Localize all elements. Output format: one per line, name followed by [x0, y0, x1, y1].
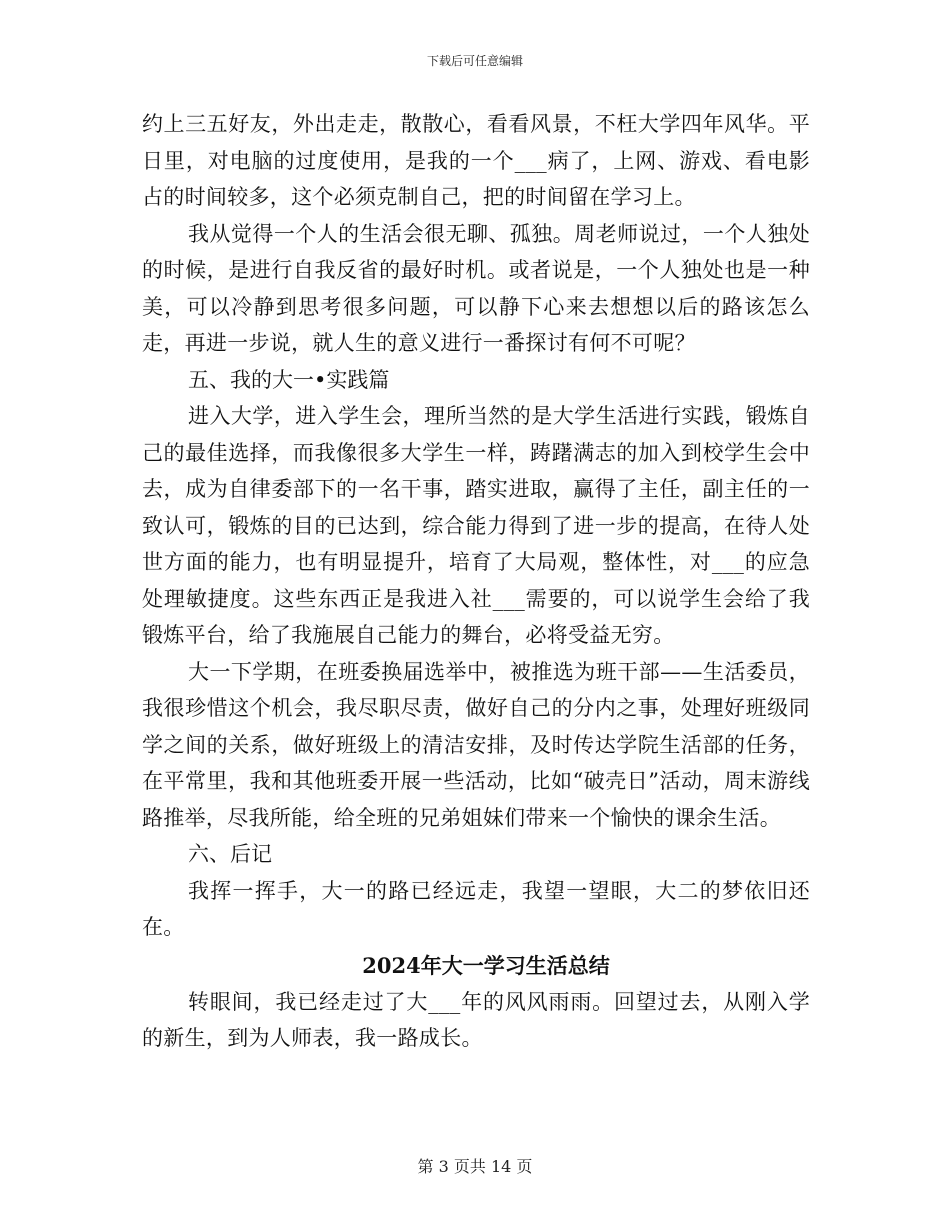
paragraph-2: 我从觉得一个人的生活会很无聊、孤独。周老师说过，一个人独处的时候，是进行自我反省的最好时机。或者说是，一个人独处也是一种美，可以冷静到思考很多问题，可以静下心来去想想以后的路该怎么走，再进一步说，就人生的意义进行一番探讨有何不可呢？ [142, 221, 810, 355]
paragraph-5: 我挥一挥手，大一的路已经远走，我望一望眼，大二的梦依旧还在。 [142, 878, 810, 939]
section-heading-practice: 五、我的大一•实践篇 [188, 367, 390, 392]
paragraph-3: 进入大学，进入学生会，理所当然的是大学生活进行实践，锻炼自己的最佳选择，而我像很多大学生一样，踌躇满志的加入到校学生会中去，成为自律委部下的一名干事，踏实进取，赢得了主任，副主任的一致认可，锻炼的目的已达到，综合能力得到了进一步的提高，在待人处世方面的能力，也有明显提升，培育了大局观，整体性，对___的应急处理敏捷度。这些东西正是我进入社___需要的，可以说学生会给了我锻炼平台，给了我施展自己能力的舞台，必将受益无穷。 [142, 404, 810, 647]
header-note: 下载后可任意编辑 [426, 54, 523, 68]
paragraph-4: 大一下学期，在班委换届选举中，被推选为班干部——生活委员，我很珍惜这个机会，我尽职尽责，做好自己的分内之事，处理好班级同学之间的关系，做好班级上的清洁安排，及时传达学院生活部的任务，在平常里，我和其他班委开展一些活动，比如“破壳日”活动，周末游线路推举，尽我所能，给全班的兄弟姐妹们带来一个愉快的课余生活。 [142, 659, 810, 830]
document-title: 2024年大一学习生活总结 [362, 952, 610, 978]
paragraph-1: 约上三五好友，外出走走，散散心，看看风景，不枉大学四年风华。平日里，对电脑的过度使用，是我的一个___病了，上网、游戏、看电影占的时间较多，这个必须克制自己，把的时间留在学习上。 [142, 112, 810, 209]
page-number: 第 3 页共 14 页 [417, 1157, 533, 1176]
document-body [142, 106, 810, 1057]
section-heading-postscript: 六、后记 [188, 842, 272, 866]
paragraph-6: 转眼间，我已经走过了大___年的风风雨雨。回望过去，从刚入学的新生，到为人师表，我一路成长。 [142, 989, 810, 1050]
